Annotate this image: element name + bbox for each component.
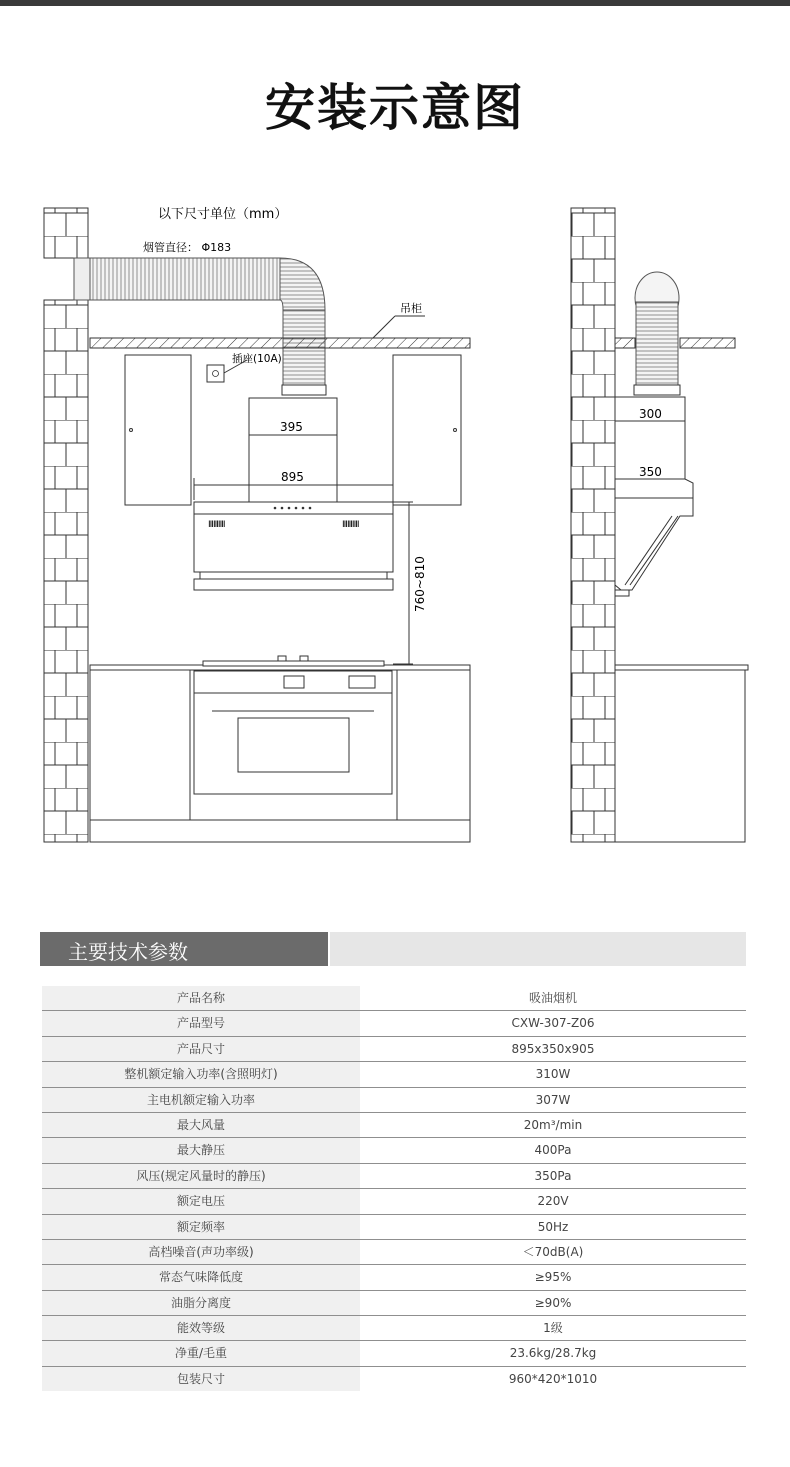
- spec-label: 产品名称: [42, 986, 360, 1010]
- table-row: [42, 986, 746, 1011]
- spec-value: 307W: [535, 1092, 571, 1107]
- table-row: [42, 1316, 746, 1341]
- pipe-diameter: 烟管直径： Φ183: [143, 241, 232, 254]
- spec-label: 高档噪音(声功率级): [42, 1240, 360, 1264]
- spec-header-fill: [330, 932, 746, 966]
- range-hood: [194, 502, 393, 590]
- spec-header-title: 主要技术参数: [68, 940, 188, 964]
- table-row: [42, 1291, 746, 1316]
- upper-cabinet-right: [393, 355, 461, 505]
- installation-diagram: [0, 190, 790, 860]
- wall-cabinet-shelf: [90, 338, 470, 348]
- side-cabinet-shelf-left: [615, 338, 635, 348]
- spec-label: 产品尺寸: [42, 1037, 360, 1061]
- spec-label: 净重/毛重: [42, 1341, 360, 1365]
- side-exhaust-pipe: [634, 272, 680, 395]
- table-row: [42, 1011, 746, 1036]
- spec-value: 23.6kg/28.7kg: [509, 1346, 597, 1361]
- table-row: [42, 1062, 746, 1087]
- spec-label: 额定电压: [42, 1189, 360, 1213]
- exhaust-pipe: [74, 258, 326, 395]
- table-row: [42, 1113, 746, 1138]
- table-row: [42, 1265, 746, 1290]
- dim-side-bottom: 350: [639, 465, 662, 479]
- spec-value: ≥95%: [534, 1270, 572, 1285]
- spec-value: 50Hz: [537, 1219, 569, 1234]
- spec-label: 最大风量: [42, 1113, 360, 1137]
- table-row: [42, 1240, 746, 1265]
- page-title: 安装示意图: [265, 79, 525, 137]
- spec-value: 960*420*1010: [508, 1371, 598, 1386]
- oven: [194, 671, 392, 794]
- spec-table: [42, 986, 746, 1391]
- side-range-hood: [615, 479, 693, 596]
- brick-wall-right: [571, 208, 615, 842]
- upper-cabinet-left: [125, 355, 191, 505]
- side-countertop: [615, 665, 748, 670]
- spec-label: 包装尺寸: [42, 1367, 360, 1391]
- spec-label: 主电机额定输入功率: [42, 1088, 360, 1112]
- spec-value: 310W: [535, 1067, 571, 1082]
- side-cabinet-shelf-right: [680, 338, 735, 348]
- spec-label: 产品型号: [42, 1011, 360, 1035]
- table-row: [42, 1138, 746, 1163]
- panel-right: IIIIIIIIII: [342, 520, 359, 530]
- spec-header-bar: [40, 932, 328, 966]
- dim-height: 760~810: [413, 556, 427, 612]
- spec-value: CXW-307-Z06: [511, 1016, 595, 1031]
- table-row: [42, 1037, 746, 1062]
- table-row: [42, 1215, 746, 1240]
- socket-icon: [207, 365, 224, 382]
- spec-value: ＜70dB(A): [522, 1244, 584, 1259]
- top-bar: [0, 0, 790, 6]
- spec-label: 风压(规定风量时的静压): [42, 1164, 360, 1188]
- spec-value: 20m³/min: [523, 1117, 583, 1132]
- spec-label: 最大静压: [42, 1138, 360, 1162]
- table-row: [42, 1164, 746, 1189]
- spec-header: [40, 932, 746, 966]
- brick-wall-left: [44, 208, 88, 842]
- spec-value: 350Pa: [534, 1168, 572, 1183]
- spec-label: 能效等级: [42, 1316, 360, 1340]
- spec-value: 400Pa: [534, 1143, 572, 1158]
- side-base-cabinet: [615, 670, 745, 842]
- dim-side-top: 300: [639, 407, 662, 421]
- unit-note: 以下尺寸单位（mm）: [158, 207, 288, 222]
- table-row: [42, 1088, 746, 1113]
- table-row: [42, 1189, 746, 1214]
- spec-value: 吸油烟机: [528, 991, 577, 1005]
- dim-top-width: 395: [280, 420, 303, 434]
- dim-hood-width: 895: [281, 470, 304, 484]
- spec-value: ≥90%: [534, 1295, 572, 1310]
- cooktop: [203, 661, 384, 666]
- spec-label: 油脂分离度: [42, 1291, 360, 1315]
- table-row: [42, 1341, 746, 1366]
- spec-label: 整机额定输入功率(含照明灯): [42, 1062, 360, 1086]
- spec-value: 1级: [543, 1321, 563, 1336]
- hood-chimney: [249, 398, 337, 503]
- socket-label: 插座(10A): [232, 353, 282, 365]
- spec-label: 额定频率: [42, 1215, 360, 1239]
- spec-value: 220V: [537, 1194, 569, 1209]
- panel-left: IIIIIIIIII: [208, 520, 225, 530]
- spec-label: 常态气味降低度: [42, 1265, 360, 1289]
- cabinet-label: 吊柜: [400, 302, 422, 315]
- spec-value: 895x350x905: [511, 1041, 595, 1056]
- table-row: [42, 1367, 746, 1391]
